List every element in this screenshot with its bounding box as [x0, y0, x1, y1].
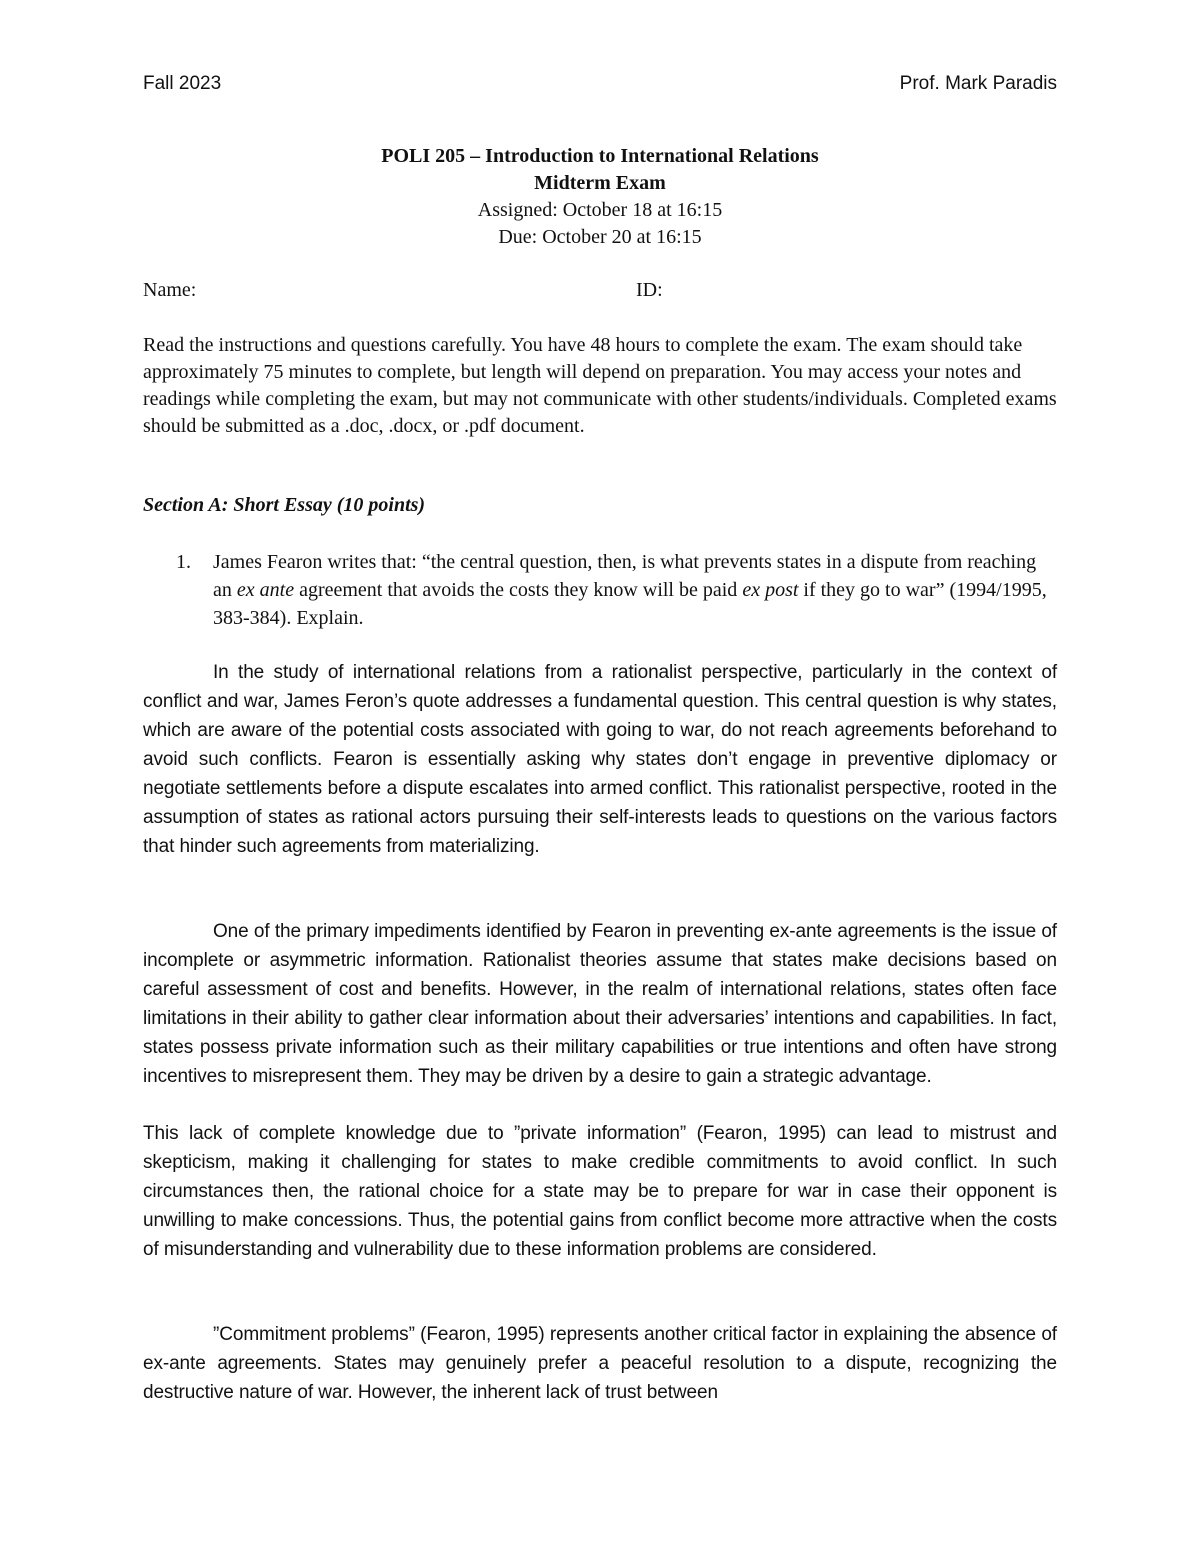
assigned-date: Assigned: October 18 at 16:15 [477, 199, 723, 221]
answer-paragraph: ”Commitment problems” (Fearon, 1995) represents another critical factor in explaining the absence of ex-ante agreements. States may genuinely prefer a peaceful resolution to a dispute, recognizing the destructive nature of war. However, the inherent lack of trust between [143, 1324, 1057, 1403]
question-italic-term: ex ante [236, 579, 295, 601]
due-date: Due: October 20 at 16:15 [498, 226, 702, 248]
section-heading: Section A: Short Essay (10 points) [143, 494, 426, 516]
question-italic-term: ex post [742, 579, 799, 601]
instructions-paragraph: Read the instructions and questions carefully. You have 48 hours to complete the exam. The exam should take approximately 75 minutes to complete, but length will depend on preparation. You may access your notes and readings while completing the exam, but may not communicate with other students/individuals. Completed exams should be submitted as a .doc, .docx, or .pdf document. [143, 334, 1057, 437]
question-text [213, 548, 1057, 632]
question-text-part: agreement that avoids the costs they know will be paid [294, 579, 743, 601]
header-professor: Prof. Mark Paradis [899, 73, 1057, 94]
answer-paragraph: This lack of complete knowledge due to ”private information” (Fearon, 1995) can lead to mistrust and skepticism, making it challenging for states to make credible commitments to avoid conflict. In such circumstances then, the rational choice for a state may be to prepare for war in case their opponent is unwilling to make concessions. Thus, the potential gains from conflict become more attractive when the costs of misunderstanding and vulnerability due to these information problems are considered. [143, 1123, 1057, 1260]
answer-paragraph: In the study of international relations from a rationalist perspective, particularly in the context of conflict and war, James Feron’s quote addresses a fundamental question. This central question is why states, which are aware of the potential costs associated with going to war, do not reach agreements beforehand to avoid such conflicts. Fearon is essentially asking why states don’t engage in preventive diplomacy or negotiate settlements before a dispute escalates into armed conflict. This rationalist perspective, rooted in the assumption of states as rational actors pursuing their self-interests leads to questions on the various factors that hinder such agreements from materializing. [143, 662, 1057, 857]
question-text-part: James Fearon writes that: “the central question, then, is what prevents states in a dispute from reaching an [213, 551, 1037, 601]
header-term: Fall 2023 [143, 73, 222, 94]
question-number: 1. [176, 551, 191, 573]
answer-paragraph: One of the primary impediments identified by Fearon in preventing ex-ante agreements is the issue of incomplete or asymmetric information. Rationalist theories assume that states make decisions based on careful assessment of cost and benefits. However, in the realm of international relations, states often face limitations in their ability to gather clear information about their adversaries’ intentions and capabilities. In fact, states possess private information such as their military capabilities or true intentions and often have strong incentives to misrepresent them. They may be driven by a desire to gain a strategic advantage. [143, 921, 1057, 1087]
course-title: POLI 205 – Introduction to International Relations [381, 145, 819, 167]
question-item [143, 548, 1057, 632]
question-text-part: if they go to war” (1994/1995, 383-384). Explain. [213, 579, 1047, 629]
exam-title-block [143, 143, 1057, 251]
name-field-label: Name: [143, 279, 197, 301]
exam-title: Midterm Exam [534, 172, 666, 194]
id-field-label: ID: [636, 279, 663, 301]
